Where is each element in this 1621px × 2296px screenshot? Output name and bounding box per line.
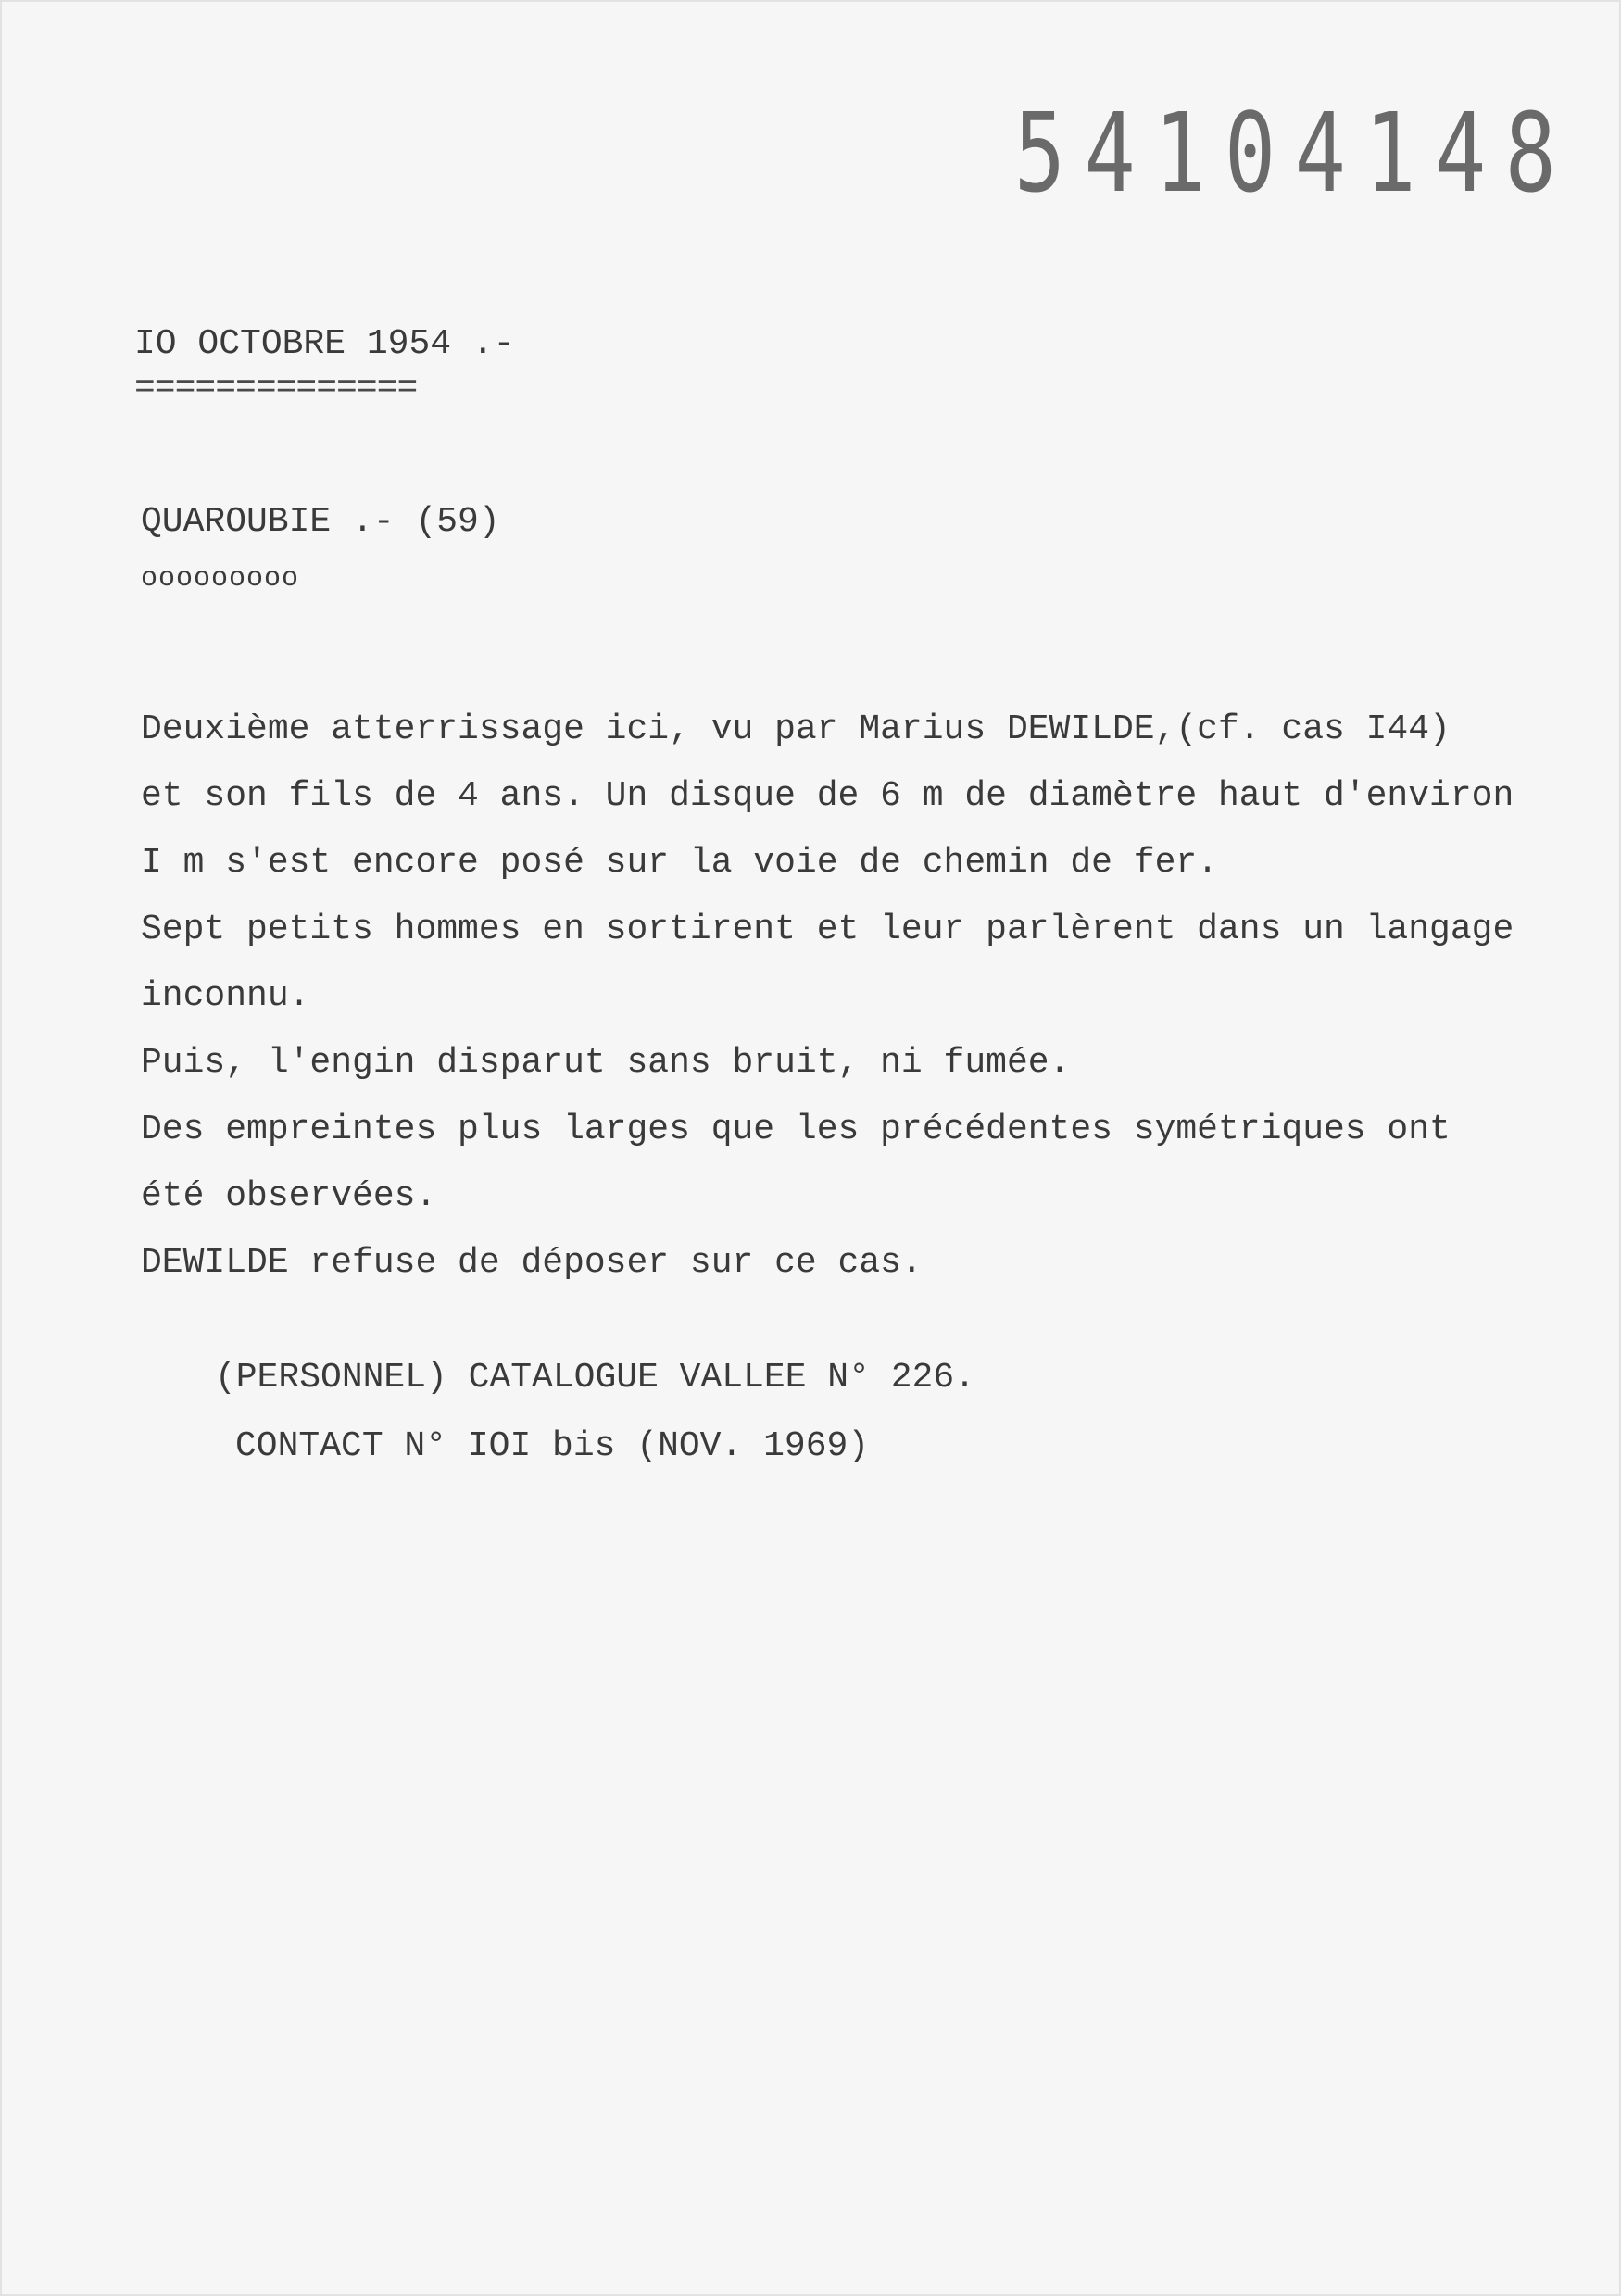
report-line: DEWILDE refuse de déposer sur ce cas. bbox=[141, 1243, 923, 1283]
report-body bbox=[141, 696, 1567, 1297]
place-heading: QUAROUBIE .- (59) bbox=[141, 502, 500, 542]
place-heading-underline: ooooooooo bbox=[141, 563, 300, 595]
report-line: Sept petits hommes en sortirent et leur parlèrent dans un langage bbox=[141, 910, 1514, 949]
report-line: Puis, l'engin disparut sans bruit, ni fumée. bbox=[141, 1043, 1071, 1083]
contact-reference: CONTACT N° IOI bis (NOV. 1969) bbox=[235, 1426, 870, 1466]
date-heading: IO OCTOBRE 1954 .- bbox=[134, 324, 515, 364]
report-line: Deuxième atterrissage ici, vu par Marius DEWILDE,(cf. cas I44) bbox=[141, 709, 1451, 749]
document-number-stamp: 54104148 bbox=[1013, 89, 1575, 217]
report-line: été observées. bbox=[141, 1176, 437, 1216]
report-line: et son fils de 4 ans. Un disque de 6 m de diamètre haut d'environ bbox=[141, 776, 1514, 816]
report-line: I m s'est encore posé sur la voie de chemin de fer. bbox=[141, 843, 1218, 883]
report-line: Des empreintes plus larges que les précédentes symétriques ont bbox=[141, 1110, 1451, 1149]
catalogue-reference: (PERSONNEL) CATALOGUE VALLEE N° 226. bbox=[215, 1358, 975, 1398]
report-line: inconnu. bbox=[141, 976, 310, 1016]
date-heading-underline: ============== bbox=[134, 369, 418, 408]
